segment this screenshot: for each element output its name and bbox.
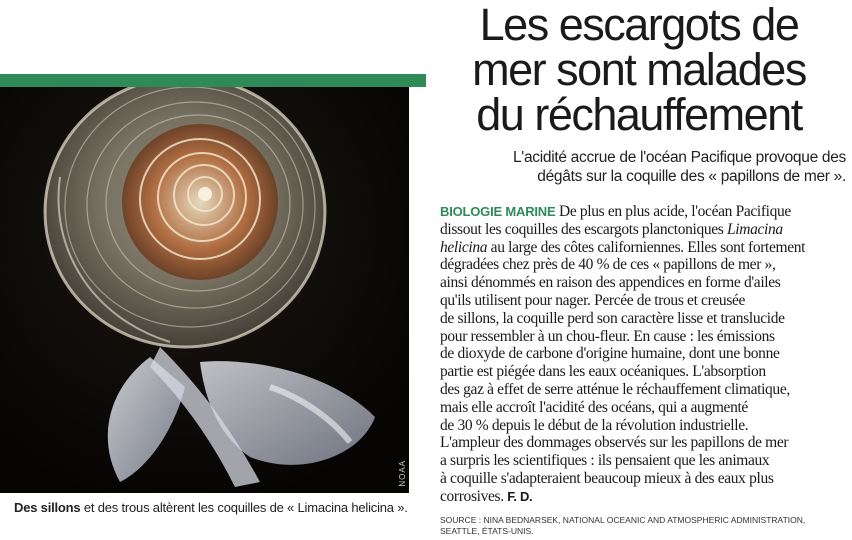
headline-line: Les escargots de [479,0,799,50]
species-name: helicina [440,238,488,256]
headline [430,0,848,140]
headline-line: mer sont malades [472,44,806,95]
subhead-line: L'acidité accrue de l'océan Pacifique provoque des [512,149,846,166]
species-name: Limacina [727,220,783,238]
body-line: qu'ils utilisent pour nager. Percée de trous et creusée [440,291,746,309]
photo-caption [14,500,414,515]
body-line: ainsi dénommés en raison des appendices en forme d'ailes [440,274,781,292]
body-line: pour ressembler à un chou-fleur. En cause : les émissions [440,327,775,345]
body-line: des gaz à effet de serre atténue le réchauffement climatique, [440,380,790,398]
body-line: L'ampleur des dommages observés sur les papillons de mer [440,434,789,452]
body-line: corrosives. F. D. [440,487,533,505]
section-rubric: BIOLOGIE MARINE [440,204,556,219]
source-line: SOURCE : NINA BEDNARSEK, NATIONAL OCEANIC AND ATMOSPHERIC ADMINISTRATION, [440,515,806,525]
body-line: dégradées chez près de 40 % de ces « papillons de mer », [440,256,776,274]
subheadline [440,148,846,186]
body-line: à coquille s'adapteraient beaucoup mieux à des eaux plus [440,469,774,487]
caption-lead: Des sillons [14,500,81,515]
sea-snail-illustration [0,87,409,493]
body-line: BIOLOGIE MARINE De plus en plus acide, l'océan Pacifique [440,203,791,220]
body-line: mais elle accroît l'acidité des océans, qui a augmenté [440,398,748,416]
subhead-line: dégâts sur la coquille des « papillons de mer ». [537,168,846,185]
sea-snail-photo [0,87,409,493]
article-body [440,203,850,506]
body-line: partie est piégée dans les eaux océaniques. L'absorption [440,363,766,381]
section-accent-bar [0,74,426,87]
body-line: dissout les coquilles des escargots planctoniques Limacina [440,220,783,238]
body-line: helicina au large des côtes californiennes. Elles sont fortement [440,238,806,256]
author-signature: F. D. [507,488,533,504]
caption-text: et des trous altèrent les coquilles de « Limacina helicina ». [80,500,408,515]
headline-line: du réchauffement [476,89,802,140]
body-line: de sillons, la coquille perd son caractère lisse et translucide [440,309,785,327]
photo-credit: NOAA [398,460,407,487]
body-line: de 30 % depuis le début de la révolution industrielle. [440,416,749,434]
body-line: de dioxyde de carbone d'origine humaine, dont une bonne [440,345,780,363]
source-note [440,515,850,537]
source-line: SEATTLE, ÉTATS-UNIS. [440,526,534,536]
body-line: a surpris les scientifiques : ils pensaient que les animaux [440,452,770,470]
